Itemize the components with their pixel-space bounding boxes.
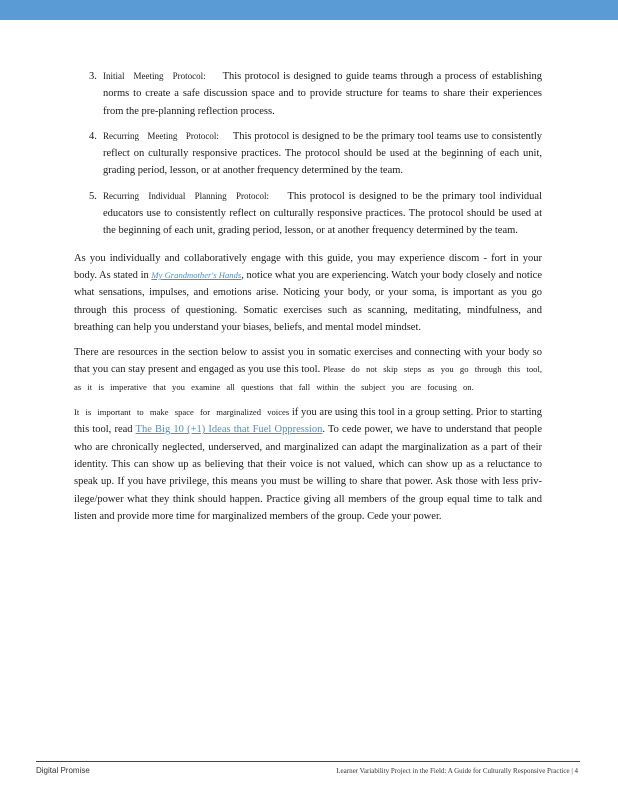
protocol-label: Recurring Meeting Protocol: <box>103 130 219 141</box>
list-item <box>89 128 542 180</box>
paragraph-text: There are resources in the section below to assist you in somatic exercises and connecting with your body so that you can stay present and engaged as you use this tool. <box>74 347 542 376</box>
protocol-label: Recurring Individual Planning Protocol: <box>103 190 270 201</box>
list-number: 5. <box>89 190 97 202</box>
protocol-description: This protocol is designed to be the primary tool individual educators use to consistently reflect on culturally responsive practices. The protocol should be used at the beginning of each unit, grading period, lesson, or at another frequency determined by the team. <box>103 190 543 237</box>
grandmothers-hands-link[interactable]: My Grandmother's Hands <box>151 269 242 280</box>
footer-page-title: Learner Variability Project in the Field: A Guide for Culturally Responsive Practice | 4 <box>336 767 578 775</box>
paragraph-small-text: It is important to make space for marginalized voices <box>74 407 290 418</box>
protocol-list <box>74 68 542 240</box>
footer-divider <box>36 761 580 762</box>
list-item <box>89 68 542 120</box>
protocol-label: Initial Meeting Protocol: <box>103 71 206 81</box>
footer-logo-text: Digital Promise <box>36 766 90 775</box>
list-number: 3. <box>89 71 97 82</box>
top-color-bar <box>0 0 618 20</box>
protocol-description: This protocol is designed to guide teams through a process of establishing norms to create a safe discussion space and to provide structure for teams to share their experiences from the pre-planning reflection process. <box>103 71 542 117</box>
list-number: 4. <box>89 130 97 142</box>
big-10-ideas-link[interactable]: The Big 10 (+1) Ideas that Fuel Oppression <box>135 424 323 436</box>
paragraph-text: As you individually and collaboratively engage with this guide, you may experience discom - fort in your body. As stated in <box>74 252 542 281</box>
paragraph-text: if you are using this tool in a group setting. Prior to starting this tool, read <box>74 407 542 436</box>
paragraph-text: . To cede power, we have to understand that people who are chronically neglected, underserved, and marginalized can adapt the marginalization as a part of their identity. This can show up as believing that their voice is not valued, which can show up as a reluctance to speak up. If you have privilege, this means you must be willing to share that power. Ask those with less priv- ilege/power what they think should happen. Practice giving all members of the group equal time to talk and listen and provide more time for marginalized members of the group. Cede your power. <box>74 424 543 522</box>
somatic-paragraph <box>74 250 542 336</box>
resources-paragraph <box>74 344 542 396</box>
paragraph-small-text: Please do not skip steps as you go through this tool, as it is imperative that you examine all questions that fall within the subject you are focusing on. <box>74 364 542 392</box>
page-content <box>74 68 542 533</box>
list-item <box>89 188 543 240</box>
cede-power-paragraph <box>74 404 542 525</box>
paragraph-text: , notice what you are experiencing. Watch your body closely and notice what sensations, impulses, and emotions arise. Noticing your body, or your soma, is important as you go through this process of questioning. Somatic exercises such as scanning, meditating, mindfulness, and breathing can help you understand your biases, beliefs, and mental model mindset. <box>74 269 542 333</box>
protocol-description: This protocol is designed to be the primary tool teams use to consistently reflect on culturally responsive practices. The protocol should be used at the beginning of each unit, grading period, lesson, or at another frequency determined by the team. <box>103 130 542 177</box>
